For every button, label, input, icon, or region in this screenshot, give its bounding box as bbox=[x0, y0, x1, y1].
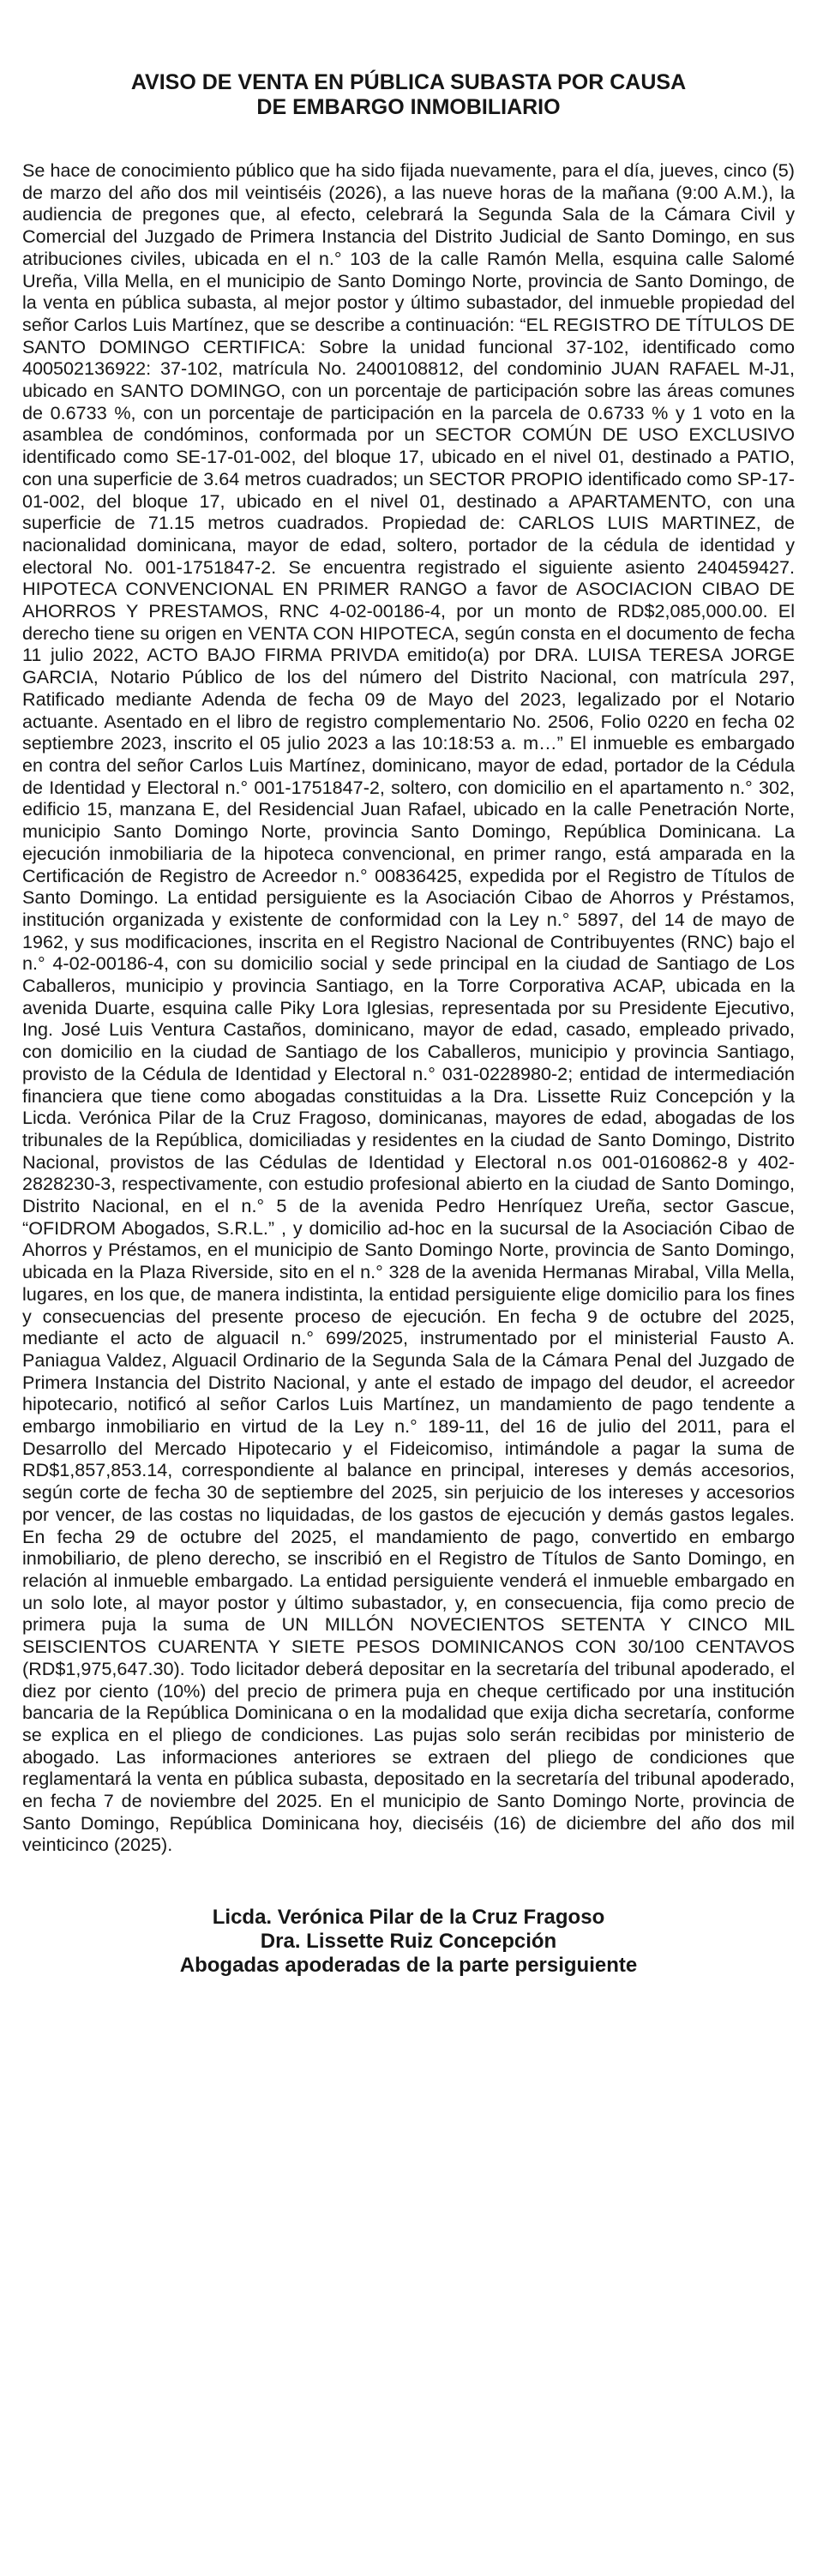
notice-title bbox=[22, 70, 795, 120]
signature-line-2: Dra. Lissette Ruiz Concepción bbox=[260, 1930, 557, 1954]
notice-body-text: Se hace de conocimiento público que ha sido fijada nuevamente, para el día, jueves, cinco (5) de marzo del año dos mil veintiséis (2026), a las nueve horas de la mañana (9:00 A.M.), la audiencia de pregones que, al efecto, celebrará la Segunda Sala de la Cámara Civil y Comercial del Juzgado de Primera Instancia del Distrito Judicial de Santo Domingo, en sus atribuciones civiles, ubicada en el n.° 103 de la calle Ramón Mella, esquina calle Salomé Ureña, Villa Mella, en el municipio de Santo Domingo Norte, provincia de Santo Domingo, de la venta en pública subasta, al mejor postor y último subastador, del inmueble propiedad del señor Carlos Luis Martínez, que se describe a continuación: “EL REGISTRO DE TÍTULOS DE SANTO DOMINGO CERTIFICA: Sobre la unidad funcional 37-102, identificado como 400502136922: 37-102, matrícula No. 2400108812, del condominio JUAN RAFAEL M-J1, ubicado en SANTO DOMINGO, con un porcentaje de participación sobre las áreas comunes de 0.6733 %, con un porcentaje de participación en la parcela de 0.6733 % y 1 voto en la asamblea de condóminos, conformada por un SECTOR COMÚN DE USO EXCLUSIVO identificado como SE-17-01-002, del bloque 17, ubicado en el nivel 01, destinado a PATIO, con una superficie de 3.64 metros cuadrados; un SECTOR PROPIO identificado como SP-17-01-002, del bloque 17, ubicado en el nivel 01, destinado a APARTAMENTO, con una superficie de 71.15 metros cuadrados. Propiedad de: CARLOS LUIS MARTINEZ, de nacionalidad dominicana, mayor de edad, soltero, portador de la cédula de identidad y electoral No. 001-1751847-2. Se encuentra registrado el siguiente asiento 240459427. HIPOTECA CONVENCIONAL EN PRIMER RANGO a favor de ASOCIACION CIBAO DE AHORROS Y PRESTAMOS, RNC 4-02-00186-4, por un monto de RD$2,085,000.00. El derecho tiene su origen en VENTA CON HIPOTECA, según consta en el documento de fecha 11 julio 2022, ACTO BAJO FIRMA PRIVDA emitido(a) por DRA. LUISA TERESA JORGE GARCIA, Notario Público de los del número del Distrito Nacional, con matrícula 297, Ratificado mediante Adenda de fecha 09 de Mayo del 2023, legalizado por el Notario actuante. Asentado en el libro de registro complementario No. 2506, Folio 0220 en fecha 02 septiembre 2023, inscrito el 05 julio 2023 a las 10:18:53 a. m…” El inmueble es embargado en contra del señor Carlos Luis Martínez, dominicano, mayor de edad, portador de la Cédula de Identidad y Electoral n.° 001-1751847-2, soltero, con domicilio en el apartamento n.° 302, edificio 15, manzana E, del Residencial Juan Rafael, ubicado en la calle Penetración Norte, municipio Santo Domingo Norte, provincia Santo Domingo, República Dominicana. La ejecución inmobiliaria de la hipoteca convencional, en primer rango, está amparada en la Certificación de Registro de Acreedor n.° 00836425, expedida por el Registro de Títulos de Santo Domingo. La entidad persiguiente es la Asociación Cibao de Ahorros y Préstamos, institución organizada y existente de conformidad con la Ley n.° 5897, del 14 de mayo de 1962, y sus modificaciones, inscrita en el Registro Nacional de Contribuyentes (RNC) bajo el n.° 4-02-00186-4, con su domicilio social y sede principal en la ciudad de Santiago de Los Caballeros, municipio y provincia Santiago, en la Torre Corporativa ACAP, ubicada en la avenida Duarte, esquina calle Piky Lora Iglesias, representada por su Presidente Ejecutivo, Ing. José Luis Ventura Castaños, dominicano, mayor de edad, casado, empleado privado, con domicilio en la ciudad de Santiago de los Caballeros, municipio y provincia Santiago, provisto de la Cédula de Identidad y Electoral n.° 031-0228980-2; entidad de intermediación financiera que tiene como abogadas constituidas a la Dra. Lissette Ruiz Concepción y la Licda. Verónica Pilar de la Cruz Fragoso, dominicanas, mayores de edad, abogadas de los tribunales de la República, domiciliadas y residentes en la ciudad de Santo Domingo, Distrito Nacional, provistos de las Cédulas de Identidad y Electoral n.os 001-0160862-8 y 402-2828230-3, respectivamente, con estudio profesional abierto en la ciudad de Santo Domingo, Distrito Nacional, en el n.° 5 de la avenida Pedro Henríquez Ureña, sector Gascue, “OFIDROM Abogados, S.R.L.” , y domicilio ad-hoc en la sucursal de la Asociación Cibao de Ahorros y Préstamos, en el municipio de Santo Domingo Norte, provincia de Santo Domingo, ubicada en la Plaza Riverside, sito en el n.° 328 de la avenida Hermanas Mirabal, Villa Mella, lugares, en los que, de manera indistinta, la entidad persiguiente elige domicilio para los fines y consecuencias del presente proceso de ejecución. En fecha 9 de octubre del 2025, mediante el acto de alguacil n.° 699/2025, instrumentado por el ministerial Fausto A. Paniagua Valdez, Alguacil Ordinario de la Segunda Sala de la Cámara Penal del Juzgado de Primera Instancia del Distrito Nacional, y ante el estado de impago del deudor, el acreedor hipotecario, notificó al señor Carlos Luis Martínez, un mandamiento de pago tendente a embargo inmobiliario en virtud de la Ley n.° 189-11, del 16 de julio del 2011, para el Desarrollo del Mercado Hipotecario y el Fideicomiso, intimándole a pagar la suma de RD$1,857,853.14, correspondiente al balance en principal, intereses y demás accesorios, según corte de fecha 30 de septiembre del 2025, sin perjuicio de los intereses y accesorios por vencer, de las costas no liquidadas, de los gastos de ejecución y demás gastos legales. En fecha 29 de octubre del 2025, el mandamiento de pago, convertido en embargo inmobiliario, de pleno derecho, se inscribió en el Registro de Títulos de Santo Domingo, en relación al inmueble embargado. La entidad persiguiente venderá el inmueble embargado en un solo lote, al mayor postor y último subastador, y, en consecuencia, fija como precio de primera puja la suma de UN MILLÓN NOVECIENTOS SETENTA Y CINCO MIL SEISCIENTOS CUARENTA Y SIETE PESOS DOMINICANOS CON 30/100 CENTAVOS (RD$1,975,647.30). Todo licitador deberá depositar en la secretaría del tribunal apoderado, el diez por ciento (10%) del precio de primera puja en cheque certificado por una institución bancaria de la República Dominicana o en la modalidad que exija dicha secretaría, conforme se explica en el pliego de condiciones. Las pujas solo serán recibidas por ministerio de abogado. Las informaciones anteriores se extraen del pliego de condiciones que reglamentará la venta en pública subasta, depositado en la secretaría del tribunal apoderado, en fecha 7 de noviembre del 2025. En el municipio de Santo Domingo Norte, provincia de Santo Domingo, República Dominicana hoy, dieciséis (16) de diciembre del año dos mil veinticinco (2025). bbox=[22, 159, 795, 1856]
signature-block bbox=[22, 1906, 795, 1978]
signature-line-1: Licda. Verónica Pilar de la Cruz Fragoso bbox=[212, 1906, 605, 1930]
notice-title-line-2: DE EMBARGO INMOBILIARIO bbox=[256, 95, 561, 119]
signature-line-3: Abogadas apoderadas de la parte persiguiente bbox=[179, 1954, 638, 1978]
notice-title-line-1: AVISO DE VENTA EN PÚBLICA SUBASTA POR CAUSA bbox=[130, 70, 687, 94]
